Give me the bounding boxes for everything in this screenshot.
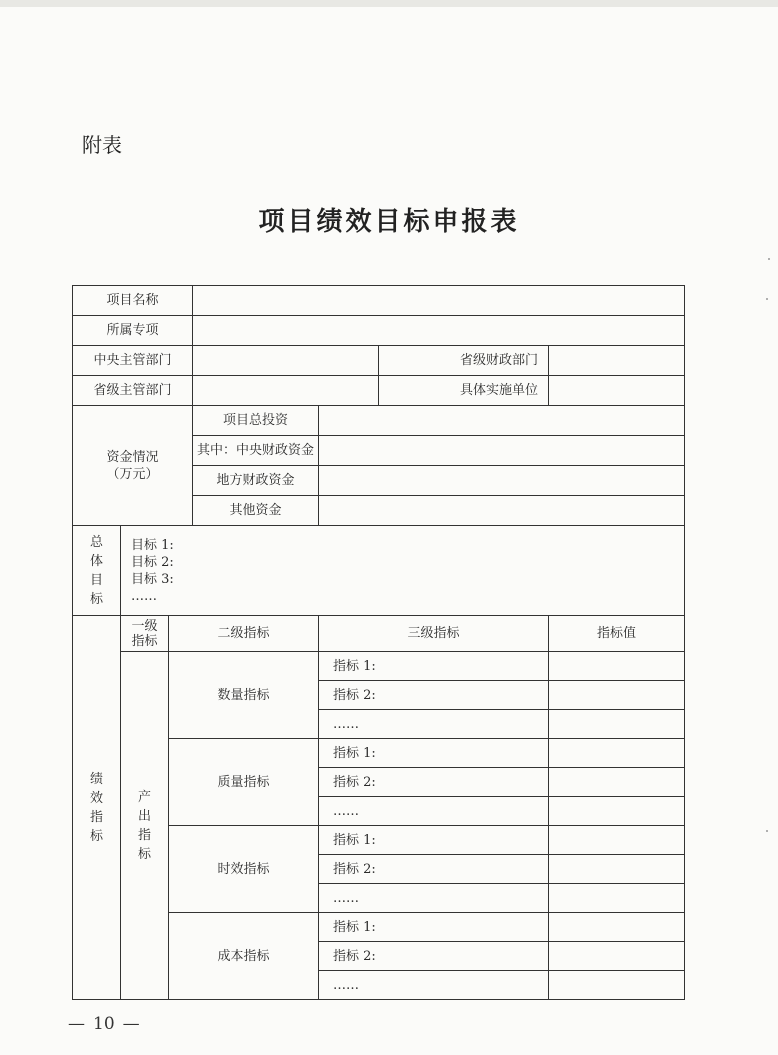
header-level2: 二级指标 bbox=[169, 616, 319, 652]
level3-item: 指标 1: bbox=[319, 739, 549, 768]
prov-dept-label: 省级主管部门 bbox=[73, 376, 193, 406]
header-level3: 三级指标 bbox=[319, 616, 549, 652]
indicator-value-cell bbox=[549, 884, 685, 913]
fund-row-field bbox=[319, 436, 685, 466]
indicator-value-cell bbox=[549, 652, 685, 681]
level3-item: 指标 2: bbox=[319, 768, 549, 797]
fund-row-field bbox=[319, 466, 685, 496]
header-level1: 一级指标 bbox=[121, 616, 169, 652]
fund-row-field bbox=[319, 496, 685, 526]
indicator-value-cell bbox=[549, 913, 685, 942]
level3-item: …… bbox=[319, 797, 549, 826]
fund-row-field bbox=[319, 406, 685, 436]
goal-line: 目标 1: bbox=[131, 537, 174, 553]
appendix-label: 附表 bbox=[82, 133, 122, 157]
prov-dept-field bbox=[193, 376, 379, 406]
scan-speck bbox=[768, 258, 770, 260]
project-name-label: 项目名称 bbox=[73, 286, 193, 316]
goal-line: 目标 2: bbox=[131, 554, 174, 570]
fund-unit: （万元） bbox=[106, 466, 159, 482]
fund-row-label: 其中：中央财政资金 bbox=[193, 436, 319, 466]
central-dept-field bbox=[193, 346, 379, 376]
impl-unit-field bbox=[549, 376, 685, 406]
document-title: 项目绩效目标申报表 bbox=[258, 207, 520, 237]
prov-finance-label: 省级财政部门 bbox=[379, 346, 549, 376]
header-value: 指标值 bbox=[549, 616, 685, 652]
special-item-label: 所属专项 bbox=[73, 316, 193, 346]
overall-goal-content bbox=[121, 526, 685, 616]
level3-item: 指标 1: bbox=[319, 913, 549, 942]
level3-item: …… bbox=[319, 971, 549, 1000]
fund-row-label: 项目总投资 bbox=[193, 406, 319, 436]
level3-item: 指标 2: bbox=[319, 681, 549, 710]
fund-label-cell bbox=[73, 406, 193, 526]
scan-speck bbox=[766, 298, 768, 300]
prov-finance-field bbox=[549, 346, 685, 376]
level1-output: 产出指标 bbox=[121, 652, 169, 1000]
level3-item: 指标 2: bbox=[319, 855, 549, 884]
indicator-value-cell bbox=[549, 855, 685, 884]
level2-name: 成本指标 bbox=[169, 913, 319, 1000]
level3-item: 指标 1: bbox=[319, 826, 549, 855]
fund-label: 资金情况 bbox=[106, 449, 159, 465]
level3-item: …… bbox=[319, 884, 549, 913]
indicator-value-cell bbox=[549, 710, 685, 739]
indicator-value-cell bbox=[549, 797, 685, 826]
overall-goal-label: 总体目标 bbox=[73, 526, 121, 616]
page-number-value: 10 bbox=[93, 1014, 115, 1034]
level3-item: 指标 1: bbox=[319, 652, 549, 681]
level3-item: 指标 2: bbox=[319, 942, 549, 971]
performance-target-form bbox=[72, 285, 685, 1000]
goal-line: …… bbox=[131, 588, 157, 604]
perf-indicator-label: 绩效指标 bbox=[73, 616, 121, 1000]
page-dash-left: — bbox=[68, 1014, 85, 1034]
impl-unit-label: 具体实施单位 bbox=[379, 376, 549, 406]
fund-row-label: 地方财政资金 bbox=[193, 466, 319, 496]
page-number bbox=[60, 1014, 148, 1034]
indicator-value-cell bbox=[549, 681, 685, 710]
scan-top-edge bbox=[0, 0, 778, 7]
level2-name: 数量指标 bbox=[169, 652, 319, 739]
indicator-value-cell bbox=[549, 942, 685, 971]
indicator-value-cell bbox=[549, 768, 685, 797]
indicator-value-cell bbox=[549, 971, 685, 1000]
indicator-value-cell bbox=[549, 826, 685, 855]
special-item-field bbox=[193, 316, 685, 346]
level2-name: 时效指标 bbox=[169, 826, 319, 913]
fund-row-label: 其他资金 bbox=[193, 496, 319, 526]
project-name-field bbox=[193, 286, 685, 316]
level3-item: …… bbox=[319, 710, 549, 739]
goal-line: 目标 3: bbox=[131, 571, 174, 587]
page-dash-right: — bbox=[122, 1014, 140, 1034]
level2-name: 质量指标 bbox=[169, 739, 319, 826]
scan-speck bbox=[766, 830, 768, 832]
indicator-value-cell bbox=[549, 739, 685, 768]
central-dept-label: 中央主管部门 bbox=[73, 346, 193, 376]
